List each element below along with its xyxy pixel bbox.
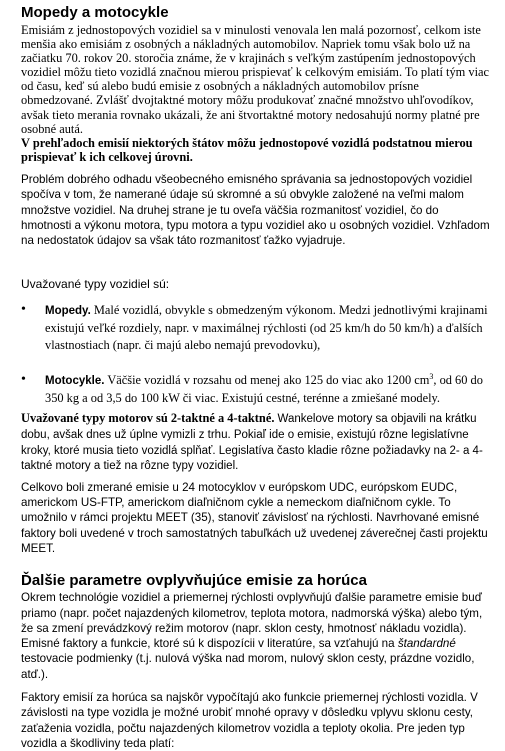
section-heading-other-parameters: Ďalšie parametre ovplyvňujúce emisie za horúca	[21, 572, 367, 590]
bullet-icon: •	[21, 302, 26, 318]
vehicle-types-intro: Uvažované typy vozidiel sú:	[21, 277, 170, 292]
vehicle-types-list	[21, 302, 491, 406]
mopeds-lead: Mopedy.	[45, 305, 91, 318]
engine-types-lead: Uvažované typy motorov sú 2-taktné a 4-taktné.	[21, 411, 275, 426]
other-parameters-text-end: testovacie podmienky (t.j. nulová výška nad morom, nulový sklon cesty, prázdne vozidlo, atď.).	[21, 652, 475, 681]
motorcycles-text-b: , od 60 do 350 kg a od 3,5 do 100 kW či viac. Existujú cestné, terénne a zmiešané modely.	[45, 372, 483, 405]
bullet-icon: •	[21, 371, 26, 387]
standard-conditions-italic: štandardné	[397, 637, 456, 651]
data-problem-paragraph: Problém dobrého odhadu všeobecného emisného správania sa jednostopových vozidiel spočíva v tom, že namerané údaje sú skromné a sú obvykle založené na veľmi malom množstve vozidiel. Na druhej strane je tu oveľa väčšia rozmanitosť vozidiel, čo do hmotnosti a výkonu motora, typu motora a typu vozidiel ako u osobných vozidiel. Vzhľadom na nedostatok údajov sa však táto rozmanitosť ťažko vyjadruje.	[21, 172, 490, 248]
intro-paragraph: Emisiám z jednostopových vozidiel sa v minulosti venovala len malá pozornosť, celkom iste menšia ako emisiám z osobných a nákladných automobilov. Napriek tomu však bolo už na začiatku 70. rokov 20. storočia známe, že v krajinách s veľkým zastúpením jednostopových vozidiel môžu tieto vozidlá značnou mierou prispievať k celkovým emisiám. To platí tým viac od času, keď sú alebo budú emisie z osobných a nákladných automobilov prísne obmedzované. Zvlášť dvojtaktné motory môžu produkovať značné množstvo uhľovodíkov, avšak tieto merania rovnako ukázali, že ani štvortaktné motory nedosahujú normy platné pre osobné autá.	[21, 23, 490, 136]
list-item-motorcycles	[21, 372, 491, 407]
motorcycles-lead: Motocykle.	[45, 374, 105, 387]
list-item-mopeds	[21, 302, 491, 353]
mopeds-text: Malé vozidlá, obvykle s obmedzeným výkonom. Medzi jednotlivými krajinami existujú veľké rozdiely, napr. v maximálnej rýchlosti (od 25 km/h do 50 km/h) a ďalších vlastnostiach (napr. či majú alebo nemajú prevodovku),	[45, 303, 488, 353]
other-parameters-text: Okrem technológie vozidiel a priemernej rýchlosti ovplyvňujú ďalšie parametre emisie buď priamo (napr. počet najazdených kilometrov, teplota motora, nadmorská výška) alebo tým, že sa zmení prevádzkový režim motorov (napr. sklon cesty, hmotnosť nákladu vozidla). Emisné faktory a funkcie, ktoré sú k dispozícii v literatúre, sa vzťahujú na	[21, 591, 483, 651]
document-page	[21, 4, 491, 751]
engine-types-text: Wankelove motory sa objavili na krátku dobu, avšak dnes už úplne vymizli z trhu. Pokiaľ ide o emisie, existujú rôzne legislatívne kroky, ktoré musia tieto vozidlá splňať. Legislatíva často kladie rôzne požiadavky na 2- a 4-taktné motory a tiež na rôzne typy vozidiel.	[21, 413, 483, 473]
bold-summary-paragraph: V prehľadoch emisií niektorých štátov môžu jednostopové vozidlá podstatnou mierou prispievať k ich celkovej úrovni.	[21, 135, 473, 164]
section-heading-mopeds: Mopedy a motocykle	[21, 4, 169, 21]
measurements-paragraph: Celkovo boli zmerané emisie u 24 motocyklov v európskom UDC, európskom EUDC, americkom US-FTP, americkom diaľničnom cykle a nemeckom diaľničnom cykle. To umožnilo v rámci projektu MEET (35), stanoviť závislosť na rýchlosti. Navrhované emisné faktory boli uvedené v troch samostatných tabuľkách už uvedenej záverečnej časti projektu MEET.	[21, 480, 488, 555]
hot-emission-factors-paragraph: Faktory emisií za horúca sa najskôr vypočítajú ako funkcie priemernej rýchlosti vozidla. V závislosti na type vozidla je možné urobiť mnohé opravy v dôsledku vplyvu sklonu cesty, zaťaženia vozidla, počtu najazdených kilometrov vozidla a teploty okolia. Pre jeden typ vozidla a škodliviny teda platí:	[21, 691, 478, 750]
other-parameters-paragraph	[21, 590, 491, 682]
cubic-superscript: 3	[429, 371, 434, 381]
motorcycles-text-a: Väčšie vozidlá v rozsahu od menej ako 125 do viac ako 1200 cm	[107, 372, 430, 387]
engine-types-paragraph	[21, 411, 491, 473]
